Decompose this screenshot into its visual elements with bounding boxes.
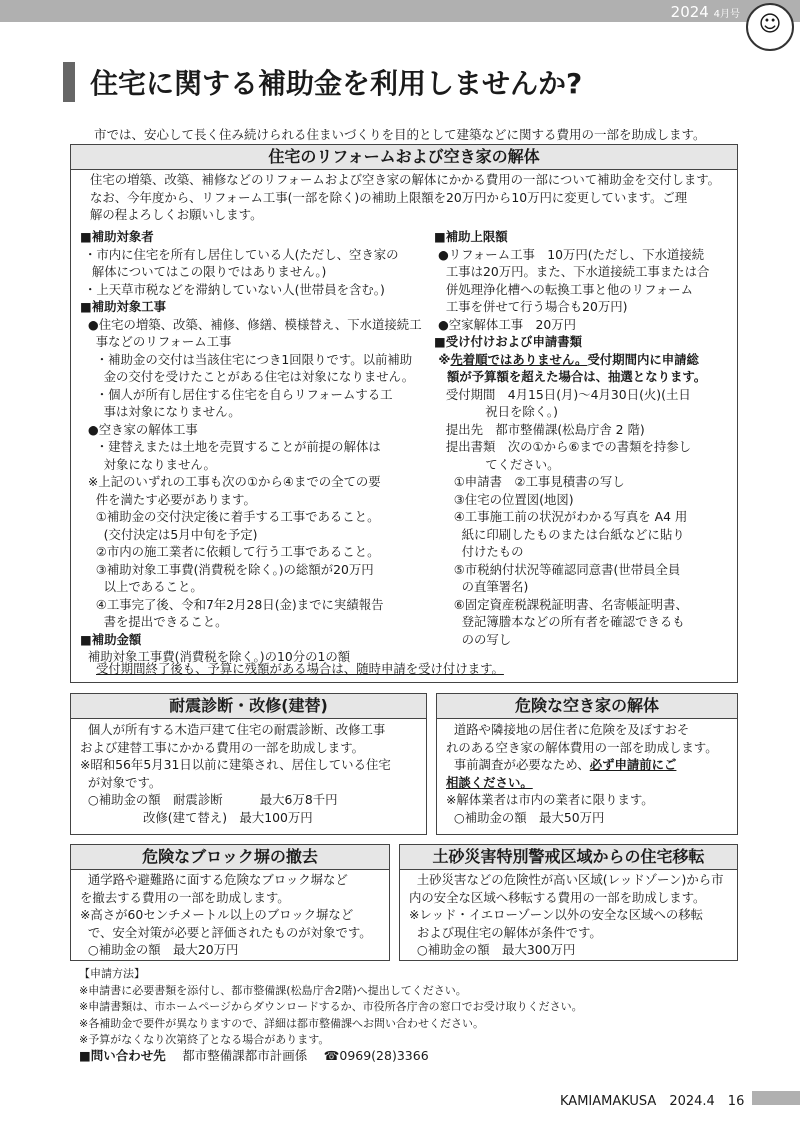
note-mark: ※ <box>438 351 451 367</box>
reform-right-line: ③住宅の位置図(地図) <box>434 491 574 507</box>
contact-info <box>79 1046 429 1064</box>
reform-left-line: ■補助対象工事 <box>80 299 167 314</box>
seismic-heading: 耐震診断・改修(建替) <box>71 694 426 719</box>
reform-right-line: ●リフォーム工事 10万円(ただし、下水道接続 <box>434 246 705 262</box>
reform-left-line: ●住宅の増築、改築、補修、修繕、模様替え、下水道接続工 <box>80 316 422 332</box>
intro-text: 市では、安心して長く住み続けられる住まいづくりを目的として建築などに関する費用の一部を助成します。 <box>94 127 706 142</box>
vacant-body-line: ※解体業者は市内の業者に限ります。 <box>446 792 654 807</box>
seismic-body-line: が対象です。 <box>80 774 162 790</box>
contact-dept: 都市整備課都市計画係 <box>182 1048 308 1063</box>
reform-right-line: ※先着順ではありません。受付期間内に申請総 <box>438 351 699 367</box>
seismic-body-line: ※昭和56年5月31日以前に建築され、居住している住宅 <box>80 757 391 772</box>
reform-heading: 住宅のリフォームおよび空き家の解体 <box>71 145 737 170</box>
reform-left-line: ■補助対象者 <box>80 229 154 244</box>
reform-right-line: 工事は20万円。また、下水道接続工事または合 <box>434 264 710 279</box>
reform-right-line: 提出書類 次の①から⑥までの書類を持参し <box>434 439 692 454</box>
reform-right-line: ●空家解体工事 20万円 <box>434 316 577 332</box>
reform-left-line: 件を満たす必要があります。 <box>80 491 256 507</box>
issue-label: 2024 4月号 <box>670 3 740 21</box>
reform-left-line: ・建替えまたは土地を売買することが前提の解体は <box>80 439 381 454</box>
reform-left-line: 事などのリフォーム工事 <box>80 334 232 349</box>
reform-right-line: 額が予算額を超えた場合は、抽選となります。 <box>434 369 707 384</box>
reform-right-line: 受付期間 4月15日(月)～4月30日(火)(土日 <box>434 386 691 402</box>
contact-label: ■問い合わせ先 <box>79 1048 166 1063</box>
block-body-line: ○補助金の額 最大20万円 <box>80 942 239 957</box>
reform-left-line: ②市内の施工業者に依頼して行う工事であること。 <box>80 544 380 559</box>
reform-left-line: ①補助金の交付決定後に着手する工事であること。 <box>80 509 380 524</box>
sediment-body-line: 内の安全な区域へ移転する費用の一部を助成します。 <box>409 889 706 905</box>
reform-left-line: ④工事完了後、令和7年2月28日(金)までに実績報告 <box>80 596 384 612</box>
seismic-body <box>80 721 391 826</box>
reform-right-line: の直筆署名) <box>434 579 529 594</box>
vacant-body-line: 相談ください。 <box>446 774 533 790</box>
reform-right-line: ⑥固定資産税課税証明書、名寄帳証明書、 <box>434 596 688 612</box>
reform-left-line: 解体についてはこの限りではありません。) <box>80 264 327 279</box>
reform-left-line: 事は対象になりません。 <box>80 404 241 419</box>
reform-right-line: ⑤市税納付状況等確認同意書(世帯員全員 <box>434 561 681 577</box>
reform-right-line: ■受け付けおよび申請書類 <box>434 334 583 349</box>
reform-left-line: 以上であること。 <box>80 579 203 594</box>
reform-right-line: てください。 <box>434 456 560 472</box>
reform-left-line: ●空き家の解体工事 <box>80 421 198 437</box>
reform-left-line: 対象になりません。 <box>80 456 216 472</box>
page-footer: KAMIAMAKUSA 2024.4 16 <box>560 1094 745 1109</box>
block-body-line: で、安全対策が必要と評価されたものが対象です。 <box>80 924 372 940</box>
seismic-body-line: 個人が所有する木造戸建て住宅の耐震診断、改修工事 <box>80 722 386 737</box>
reform-left-line: (交付決定は5月中旬を予定) <box>80 526 258 542</box>
footer-bar <box>752 1091 800 1105</box>
reform-footer: 受付期間終了後も、予算に残額がある場合は、随時申請を受け付けます。 <box>96 661 504 676</box>
reform-left-line: 補助対象工事費(消費税を除く。)の10分の1の額 <box>80 649 351 664</box>
reform-right-column <box>434 228 709 648</box>
page-title: 住宅に関する補助金を利用しませんか? <box>90 67 583 100</box>
vacant-body-line: れのある空き家の解体費用の一部を助成します。 <box>446 739 718 755</box>
application-notes: 【申請方法】 ※申請書に必要書類を添付し、都市整備課(松島庁舎2階)へ提出してください。 ※申請書類は、市ホームページからダウンロードするか、市役所各庁舎の窓口でお受け取りください。 ※各補助金で要件が異なりますので、詳細は都市整備課へお問い合わせください。 ※予算がなくなり次第終了となる場合があります。 <box>79 967 583 1046</box>
reform-right-line: 付けたもの <box>434 544 524 559</box>
sediment-body <box>409 871 724 959</box>
reform-left-line: ③補助対象工事費(消費税を除く。)の総額が20万円 <box>80 561 374 577</box>
sediment-heading: 土砂災害特別警戒区域からの住宅移転 <box>400 845 737 870</box>
block-body-line: 通学路や避難路に面する危険なブロック塀など <box>80 872 348 887</box>
seismic-body-line: 改修(建て替え) 最大100万円 <box>80 809 313 825</box>
title-accent <box>63 62 75 102</box>
top-bar <box>0 0 800 22</box>
reform-left-line: ※上記のいずれの工事も次の①から④までの全ての要 <box>80 474 381 489</box>
block-body <box>80 871 372 959</box>
vacant-body-line: ○補助金の額 最大50万円 <box>446 809 605 825</box>
first-come-note: 先着順ではありません。 <box>450 351 588 367</box>
sediment-body-line: ○補助金の額 最大300万円 <box>409 942 576 957</box>
consult-emphasis: 必ず申請前にご <box>589 757 677 772</box>
block-heading: 危険なブロック塀の撤去 <box>71 845 389 870</box>
reform-desc: 住宅の増築、改築、補修などのリフォームおよび空き家の解体にかかる費用の一部について補助金を交付します。 なお、今年度から、リフォーム工事(一部を除く)の補助上限額を20万円から10万円に変更しています。ご理 解の程よろしくお願いします。 <box>90 172 721 222</box>
seismic-body-line: および建替工事にかかる費用の一部を助成します。 <box>80 739 364 755</box>
contact-phone: ☎0969(28)3366 <box>323 1048 429 1063</box>
mascot-icon: ☺ <box>746 3 794 51</box>
reform-right-line: 提出先 都市整備課(松島庁舎 2 階) <box>434 421 645 437</box>
vacant-heading: 危険な空き家の解体 <box>437 694 737 719</box>
reform-right-line: 併処理浄化槽への転換工事と他のリフォーム <box>434 281 694 297</box>
reform-left-line: 金の交付を受けたことがある住宅は対象になりません。 <box>80 369 415 384</box>
vacant-body-line: 道路や隣接地の居住者に危険を及ぼすおそ <box>446 722 690 737</box>
reform-right-line: 工事を併せて行う場合も20万円) <box>434 299 628 314</box>
vacant-body-line: 事前調査が必要なため、必ず申請前にご <box>446 757 677 772</box>
reform-right-line: ■補助上限額 <box>434 229 508 244</box>
sediment-body-line: 土砂災害などの危険性が高い区域(レッドゾーン)から市 <box>409 872 724 887</box>
reform-left-line: ■補助金額 <box>80 631 142 647</box>
reform-left-column <box>80 228 422 666</box>
reform-right-line: ④工事施工前の状況がわかる写真を A4 用 <box>434 509 688 524</box>
reform-left-line: ・市内に住宅を所有し居住している人(ただし、空き家の <box>80 246 399 262</box>
reform-left-line: ・個人が所有し居住する住宅を自らリフォームする工 <box>80 386 393 402</box>
sediment-body-line: および現住宅の解体が条件です。 <box>409 924 602 940</box>
vacant-body <box>446 721 718 826</box>
reform-left-line: 書を提出できること。 <box>80 614 228 629</box>
sediment-body-line: ※レッド・イエローゾーン以外の安全な区域への移転 <box>409 907 704 922</box>
reform-left-line: ・上天草市税などを滞納していない人(世帯員を含む。) <box>80 281 385 297</box>
seismic-body-line: ○補助金の額 耐震診断 最大6万8千円 <box>80 792 338 807</box>
reform-right-line: 登記簿謄本などの所有者を確認できるも <box>434 614 685 629</box>
block-body-line: を撤去する費用の一部を助成します。 <box>80 889 290 905</box>
reform-right-line: 祝日を除く。) <box>434 404 558 419</box>
reform-right-line: 紙に印刷したものまたは台紙などに貼り <box>434 526 685 542</box>
block-body-line: ※高さが60センチメートル以上のブロック塀など <box>80 907 354 922</box>
reform-right-line: ①申請書 ②工事見積書の写し <box>434 474 625 489</box>
reform-left-line: ・補助金の交付は当該住宅につき1回限りです。以前補助 <box>80 351 413 367</box>
reform-right-line: のの写し <box>434 631 512 647</box>
